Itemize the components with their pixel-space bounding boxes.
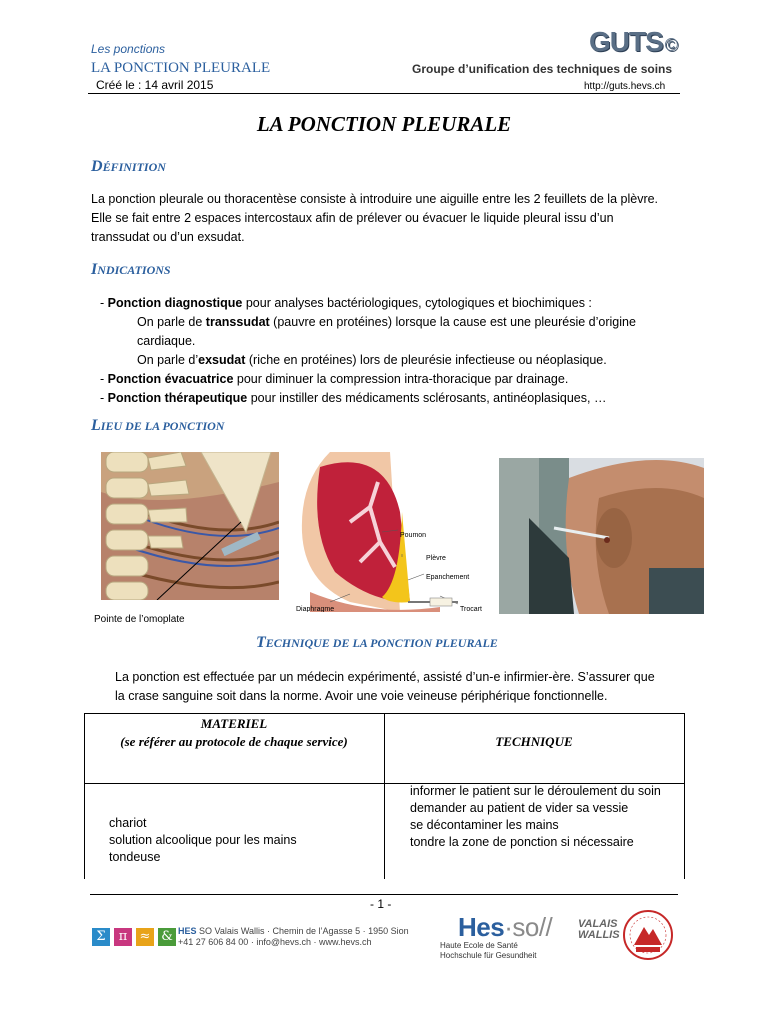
definition-text: La ponction pleurale ou thoracentèse consiste à introduire une aiguille entre les 2 feuillets de la plèvre. Elle se fait entre 2 espaces intercostaux afin de prélever ou évacuer le liquide pleural issu d’un transsudat ou d’un exsudat. (91, 192, 659, 244)
table-cell: se décontaminer les mains (410, 818, 559, 832)
document-title: LA PONCTION PLEURALE (256, 112, 512, 136)
spine-illustration (101, 452, 279, 600)
ampersand-icon: & (158, 928, 176, 946)
header-group-name: Groupe d’unification des techniques de soins (412, 62, 673, 76)
sigma-icon: Σ (92, 928, 110, 946)
created-date: Créé le : 14 avril 2015 (96, 78, 214, 92)
table-cell: solution alcoolique pour les mains (109, 833, 297, 847)
list-item: - Ponction évacuatrice pour diminuer la compression intra-thoracique par drainage. (100, 372, 569, 386)
header-divider (88, 93, 680, 94)
procedure-photo (499, 458, 704, 614)
label-plevre: Plèvre (426, 555, 446, 562)
materiel-column (109, 815, 297, 866)
header-url[interactable]: http://guts.hevs.ch (584, 81, 666, 92)
table-cell: tondeuse (109, 850, 161, 864)
technique-text: La ponction est effectuée par un médecin expérimenté, assisté d’un-e infirmier-ère. S’assurer que la crase sanguine soit dans la norme. Avoir une voie veineuse périphérique fonctionnelle. (115, 670, 655, 703)
materiel-technique-table (84, 713, 685, 879)
header-title: LA PONCTION PLEURALE (91, 60, 271, 76)
table-column-divider (384, 713, 385, 879)
valais-excellence-seal (622, 909, 674, 961)
label-poumon: Poumon (400, 532, 427, 539)
table-header-materiel: MATERIEL (se référer au protocole de chaque service) (120, 716, 348, 749)
approx-icon: ≈ (136, 928, 154, 946)
technique-heading: TECHNIQUE DE LA PONCTION PLEURALE (256, 634, 498, 651)
list-subitem: On parle d’exsudat (riche en protéines) lors de pleurésie infectieuse ou néoplasique. (137, 353, 607, 367)
valais-wallis-label: VALAIS WALLIS (578, 918, 620, 941)
label-epanchement: Epanchement (426, 574, 470, 581)
hesso-logo: Hes·so// (458, 912, 553, 942)
omoplate-caption: Pointe de l’omoplate (94, 614, 185, 625)
lung-diagram (290, 452, 490, 612)
table-cell: informer le patient sur le déroulement du soin (410, 784, 661, 798)
list-subitem: On parle de transsudat (pauvre en protéines) lorsque la cause est une pleurésie d’origine cardiaque. (137, 315, 636, 348)
technique-column (410, 783, 680, 851)
hes-symbol-tiles (92, 928, 180, 946)
table-cell: demander au patient de vider sa vessie (410, 801, 629, 815)
guts-logo: GUTS © (589, 26, 678, 57)
label-diaphragme: Diaphragme (296, 606, 335, 612)
indications-heading: INDICATIONS (91, 261, 171, 278)
table-cell: tondre la zone de ponction si nécessaire (410, 835, 634, 849)
lieu-heading: LIEU DE LA PONCTION (91, 417, 225, 434)
table-header-technique: TECHNIQUE (495, 734, 573, 749)
header-section-label: Les ponctions (91, 42, 166, 56)
label-trocart: Trocart (460, 606, 482, 612)
indications-list (100, 294, 680, 408)
definition-heading: DÉFINITION (91, 158, 166, 175)
list-item: - Ponction thérapeutique pour instiller des médicaments sclérosants, antinéoplasiques, … (100, 391, 607, 405)
list-item: - Ponction diagnostique pour analyses bactériologiques, cytologiques et biochimiques : (100, 296, 592, 310)
pi-icon: π (114, 928, 132, 946)
table-cell: chariot (109, 816, 147, 830)
footer-address: HES SO Valais Wallis · Chemin de l’Agasse 5 · 1950 Sion +41 27 606 84 00 · info@hevs.ch · www.hevs.ch (178, 926, 409, 947)
hes-sante-label: Haute Ecole de Santé Hochschule für Gesundheit (440, 941, 537, 960)
page-number: - 1 - (370, 897, 392, 911)
footer-divider (90, 894, 678, 895)
